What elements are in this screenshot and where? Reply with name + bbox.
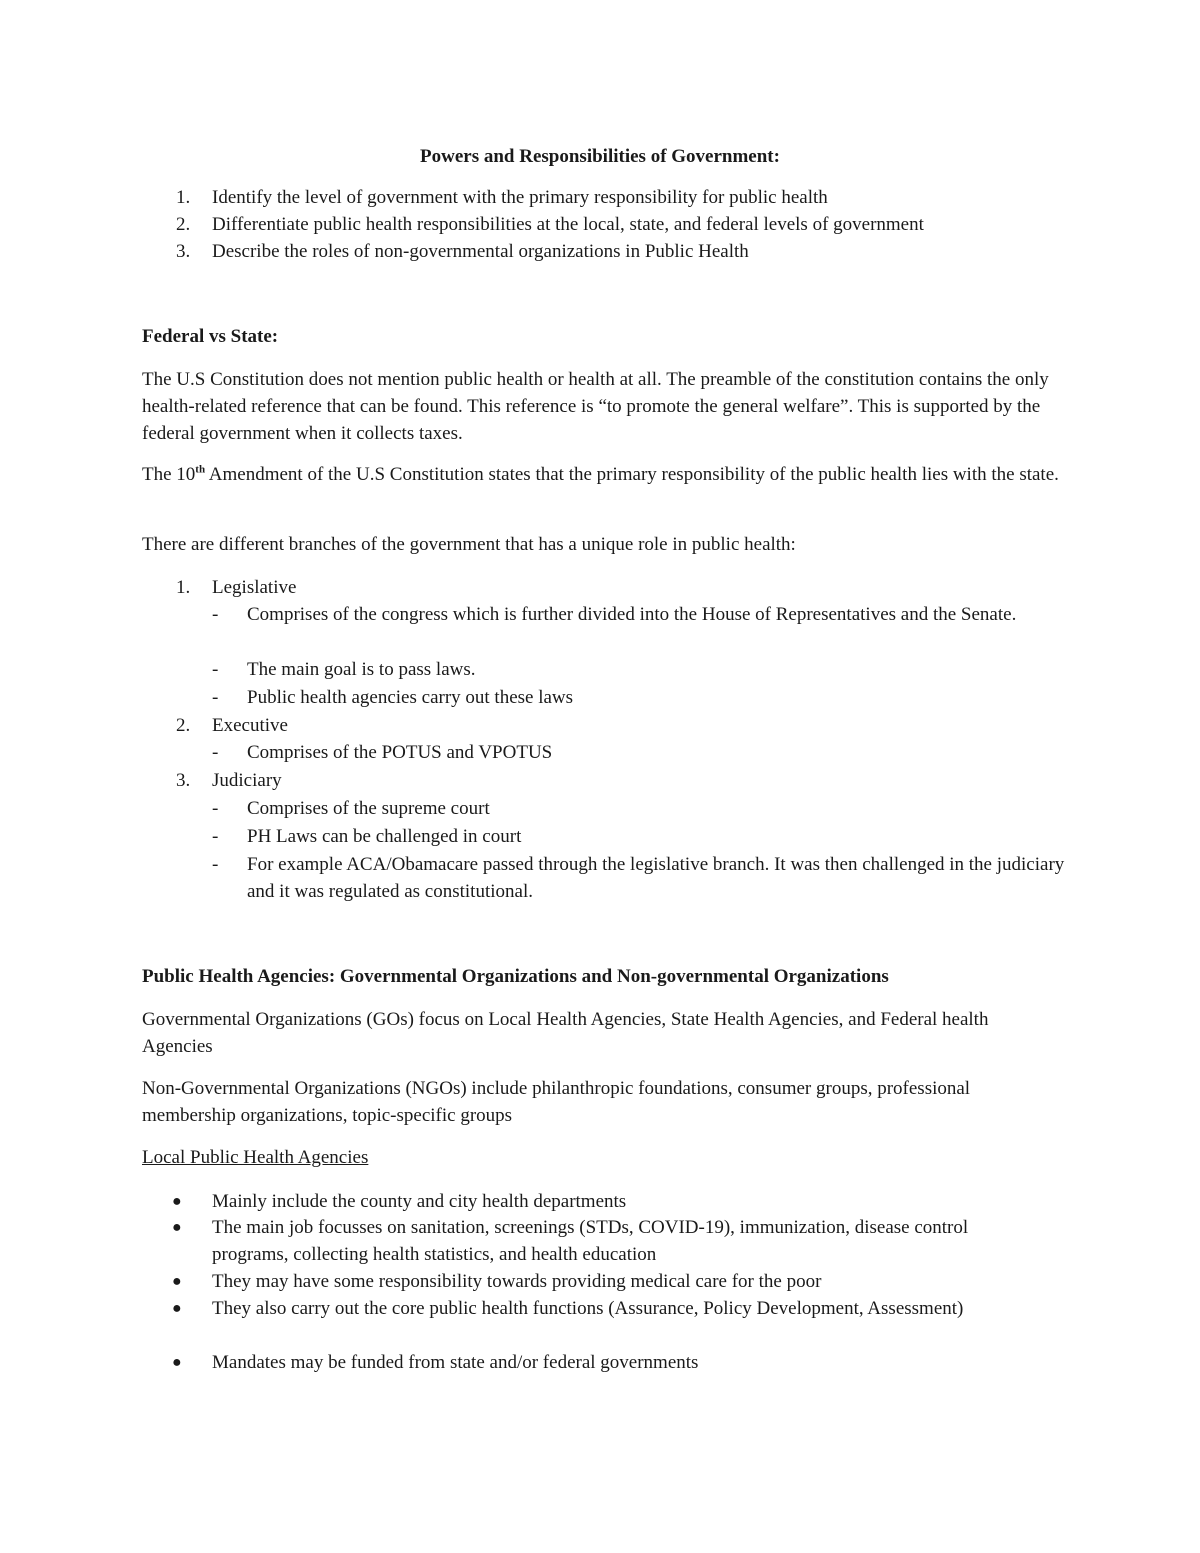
dash-marker: -: [212, 826, 219, 847]
dash-marker: -: [212, 854, 219, 875]
subheading-local-agencies: Local Public Health Agencies: [142, 1147, 369, 1168]
agencies-paragraph-ngos: Non-Governmental Organizations (NGOs) include philanthropic foundations, consumer groups, professional membership organizations, topic-specific groups: [142, 1078, 971, 1126]
list-number: 2.: [176, 715, 191, 736]
branch-point: PH Laws can be challenged in court: [247, 826, 522, 847]
page-title: Powers and Responsibilities of Government:: [420, 146, 780, 167]
branch-point: For example ACA/Obamacare passed through the legislative branch. It was then challenged in the judiciary and it was regulated as constitutional.: [247, 854, 1065, 902]
list-number: 1.: [176, 187, 191, 208]
local-agency-point: They also carry out the core public health functions (Assurance, Policy Development, Assessment): [212, 1298, 964, 1319]
bullet-marker: ●: [172, 1273, 182, 1290]
branch-point: Comprises of the supreme court: [247, 798, 490, 819]
section-heading-federal: Federal vs State:: [142, 326, 279, 347]
federal-paragraph-branches: There are different branches of the government that has a unique role in public health:: [142, 534, 796, 555]
branch-name: Legislative: [212, 577, 297, 598]
dash-marker: -: [212, 742, 219, 763]
branch-point: Public health agencies carry out these laws: [247, 687, 574, 708]
list-number: 3.: [176, 241, 191, 262]
federal-paragraph-amendment: [142, 461, 1062, 488]
objective-text: Differentiate public health responsibilities at the local, state, and federal levels of government: [212, 214, 924, 235]
branch-name: Executive: [212, 715, 288, 736]
bullet-marker: ●: [172, 1354, 182, 1371]
dash-marker: -: [212, 659, 219, 680]
objective-text: Identify the level of government with the primary responsibility for public health: [212, 187, 828, 208]
agencies-paragraph-gos: Governmental Organizations (GOs) focus on Local Health Agencies, State Health Agencies, and Federal health Agencies: [142, 1009, 989, 1057]
list-number: 2.: [176, 214, 191, 235]
bullet-marker: ●: [172, 1300, 182, 1317]
list-number: 3.: [176, 770, 191, 791]
local-agency-point: Mainly include the county and city health departments: [212, 1191, 627, 1212]
list-number: 1.: [176, 577, 191, 598]
dash-marker: -: [212, 798, 219, 819]
local-agency-point: The main job focusses on sanitation, screenings (STDs, COVID-19), immunization, disease control programs, collecting health statistics, and health education: [212, 1217, 969, 1265]
section-heading-agencies: Public Health Agencies: Governmental Organizations and Non-governmental Organizations: [142, 966, 889, 987]
amendment-prefix: The 10: [142, 464, 196, 485]
bullet-marker: ●: [172, 1219, 182, 1236]
bullet-marker: ●: [172, 1193, 182, 1210]
amendment-suffix: Amendment of the U.S Constitution states that the primary responsibility of the public health lies with the state.: [205, 464, 1059, 485]
dash-marker: -: [212, 604, 219, 625]
branch-point: The main goal is to pass laws.: [247, 659, 476, 680]
objective-text: Describe the roles of non-governmental organizations in Public Health: [212, 241, 749, 262]
branch-point: Comprises of the POTUS and VPOTUS: [247, 742, 553, 763]
dash-marker: -: [212, 687, 219, 708]
local-agency-point: Mandates may be funded from state and/or federal governments: [212, 1352, 699, 1373]
federal-paragraph-constitution: The U.S Constitution does not mention public health or health at all. The preamble of the constitution contains the only health-related reference that can be found. This reference is “to promote the general welfare”. This is supported by the federal government when it collects taxes.: [142, 369, 1049, 444]
branch-point: Comprises of the congress which is further divided into the House of Representatives and the Senate.: [247, 604, 1017, 625]
amendment-superscript: th: [195, 463, 206, 476]
branch-name: Judiciary: [212, 770, 282, 791]
local-agency-point: They may have some responsibility towards providing medical care for the poor: [212, 1271, 822, 1292]
